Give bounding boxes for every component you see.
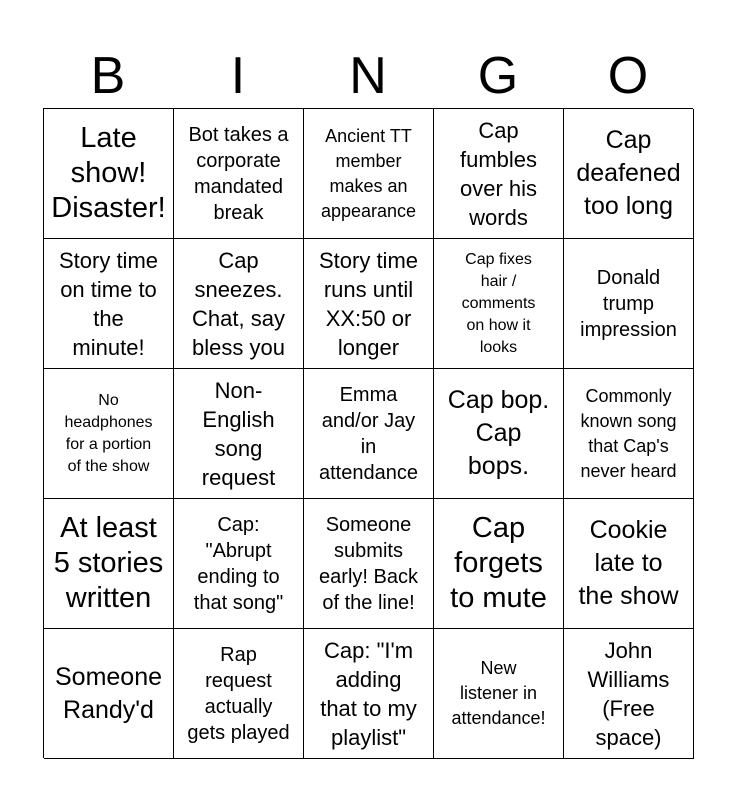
bingo-cell[interactable] xyxy=(174,239,304,369)
cell-text: John Williams (Free space) xyxy=(587,637,670,750)
cell-text: No headphones for a portion of the show xyxy=(64,391,153,475)
cell-text: Cap deafened too long xyxy=(576,126,681,220)
bingo-cell[interactable] xyxy=(304,629,434,759)
cell-text: Cap forgets to mute xyxy=(450,512,547,614)
cell-text: Bot takes a corporate mandated break xyxy=(188,123,289,224)
bingo-cell[interactable] xyxy=(564,369,694,499)
cell-text: Emma and/or Jay in attendance xyxy=(319,383,418,484)
cell-text: Cap: "Abrupt ending to that song" xyxy=(193,513,284,614)
bingo-cell[interactable] xyxy=(174,109,304,239)
bingo-cell[interactable] xyxy=(174,499,304,629)
bingo-cell[interactable] xyxy=(564,499,694,629)
bingo-cell[interactable] xyxy=(564,239,694,369)
bingo-cell[interactable] xyxy=(44,629,174,759)
cell-text: Late show! Disaster! xyxy=(51,122,166,224)
bingo-header xyxy=(43,44,693,108)
bingo-cell[interactable] xyxy=(304,499,434,629)
header-letter-g: G xyxy=(477,47,519,105)
cell-text: Story time runs until XX:50 or longer xyxy=(318,247,419,360)
cell-text: Cookie late to the show xyxy=(578,516,679,610)
cell-text: Cap sneezes. Chat, say bless you xyxy=(192,247,285,360)
cell-text: Cap fumbles over his words xyxy=(459,117,538,230)
cell-text: New listener in attendance! xyxy=(451,658,546,728)
cell-text: Non- English song request xyxy=(201,377,276,490)
cell-text: Cap: "I'm adding that to my playlist" xyxy=(320,637,417,750)
cell-text: Someone submits early! Back of the line! xyxy=(319,513,418,614)
cell-text: Donald trump impression xyxy=(580,266,677,341)
bingo-cell[interactable] xyxy=(304,239,434,369)
bingo-cell[interactable] xyxy=(434,239,564,369)
bingo-cell[interactable] xyxy=(44,499,174,629)
bingo-cell[interactable] xyxy=(434,109,564,239)
bingo-cell[interactable] xyxy=(434,629,564,759)
header-letter-o: O xyxy=(607,47,649,105)
cell-text: Commonly known song that Cap's never heard xyxy=(580,385,677,481)
bingo-cell[interactable] xyxy=(564,109,694,239)
cell-text: Cap bop. Cap bops. xyxy=(447,386,550,480)
cell-text: At least 5 stories written xyxy=(53,512,164,614)
bingo-cell[interactable] xyxy=(564,629,694,759)
cell-text: Someone Randy'd xyxy=(54,662,163,724)
bingo-cell[interactable] xyxy=(434,369,564,499)
bingo-cell[interactable] xyxy=(174,369,304,499)
cell-text: Rap request actually gets played xyxy=(187,643,290,744)
cell-text: Cap fixes hair / comments on how it looks xyxy=(461,250,536,356)
bingo-board xyxy=(43,108,693,758)
cell-text: Story time on time to the minute! xyxy=(58,247,159,360)
bingo-cell[interactable] xyxy=(44,369,174,499)
header-letter-i: I xyxy=(230,47,246,105)
bingo-cell[interactable] xyxy=(434,499,564,629)
bingo-cell[interactable] xyxy=(174,629,304,759)
bingo-cell[interactable] xyxy=(304,369,434,499)
cell-text: Ancient TT member makes an appearance xyxy=(320,125,417,221)
bingo-cell[interactable] xyxy=(44,239,174,369)
header-letter-b: B xyxy=(90,47,126,105)
header-letter-n: N xyxy=(349,47,387,105)
bingo-cell[interactable] xyxy=(304,109,434,239)
bingo-cell[interactable] xyxy=(44,109,174,239)
